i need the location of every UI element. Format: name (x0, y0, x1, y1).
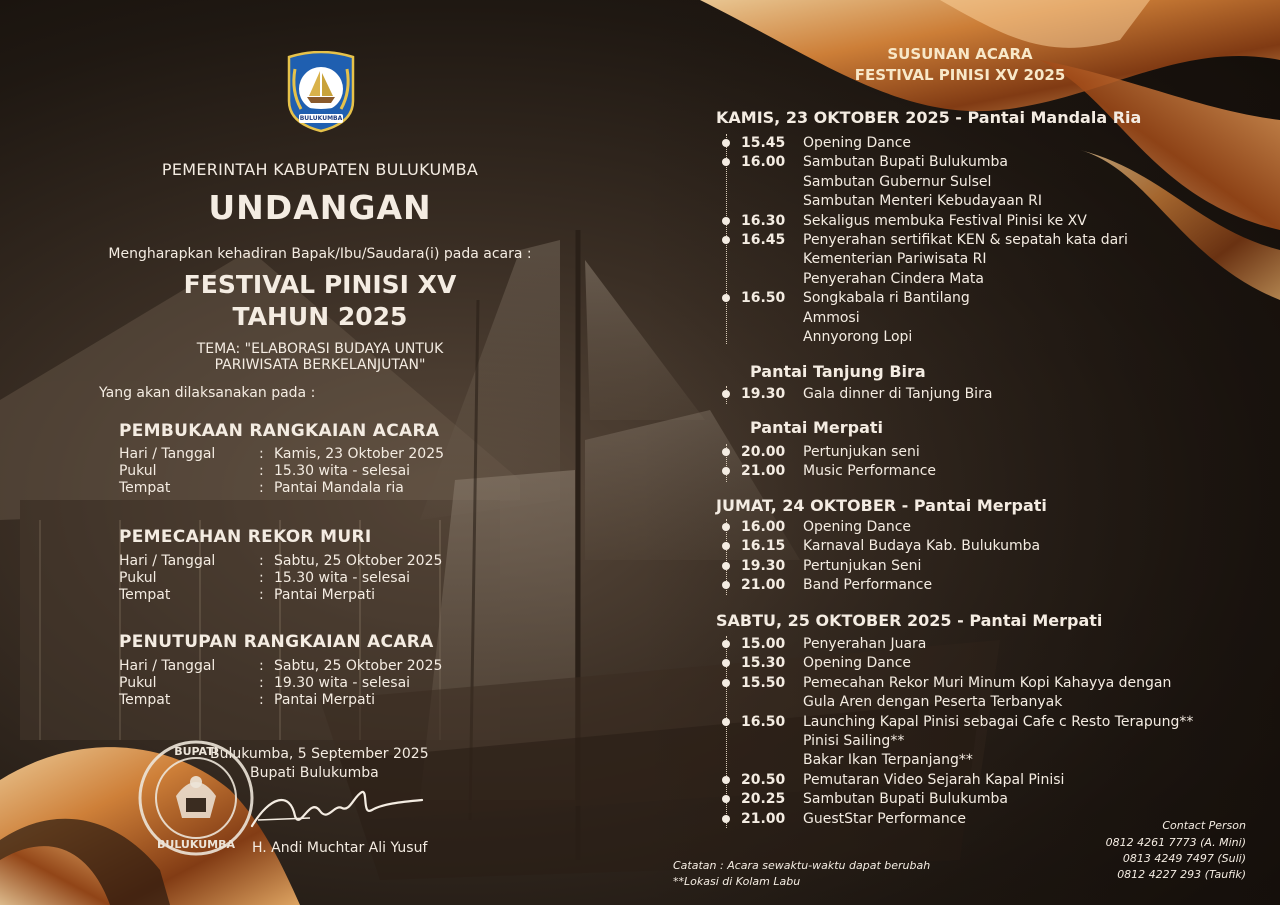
schedule-description: Songkabala ri Bantilang (803, 290, 970, 307)
schedule-description: Pertunjukan seni (803, 444, 920, 460)
timeline-dot-icon (722, 158, 730, 166)
timeline-dot-icon (722, 236, 730, 244)
schedule-title: SUSUNAN ACARA (887, 45, 1033, 63)
schedule-time: 16.00 (741, 154, 786, 171)
held-on-label: Yang akan dilaksanakan pada : (99, 385, 316, 401)
schedule-time: 15.50 (741, 674, 786, 691)
timeline-dot-icon (722, 581, 730, 589)
schedule-description: Opening Dance (803, 655, 912, 672)
schedule-description: Pertunjukan Seni (803, 557, 922, 574)
schedule-description: Sambutan Bupati Bulukumba (803, 154, 1008, 171)
timeline-dot-icon (722, 640, 730, 648)
schedule-item (722, 310, 860, 326)
schedule-time: 20.00 (741, 444, 786, 460)
schedule-description: Pemutaran Video Sejarah Kapal Pinisi (803, 771, 1065, 788)
schedule-description: Penyerahan sertifikat KEN & sepatah kata dari (803, 232, 1128, 248)
schedule-time: 16.45 (741, 232, 786, 248)
schedule-description: GuestStar Performance (803, 810, 966, 827)
schedule-time: 20.50 (741, 771, 786, 788)
schedule-description: Gala dinner di Tanjung Bira (803, 386, 993, 402)
day2-heading: JUMAT, 24 OKTOBER - Pantai Merpati (716, 496, 1047, 515)
schedule-item (722, 714, 1193, 730)
schedule-item (722, 733, 904, 749)
schedule-item (722, 174, 991, 190)
schedule-description: Sekaligus membuka Festival Pinisi ke XV (803, 212, 1087, 229)
schedule-item (722, 577, 932, 593)
schedule-time: 15.30 (741, 655, 786, 672)
contact-line-1: 0812 4261 7773 (A. Mini) (1105, 836, 1246, 849)
schedule-description: Opening Dance (803, 135, 912, 151)
schedule-item (722, 232, 1128, 248)
timeline-dot-icon (722, 294, 730, 302)
stamp-bottom-text: BULUKUMBA (157, 838, 235, 851)
schedule-item (722, 271, 984, 287)
schedule-time: 16.15 (741, 538, 786, 555)
session-muri-time-row: Pukul : 15.30 wita - selesai (119, 570, 411, 586)
schedule-item (722, 386, 992, 402)
schedule-item (722, 444, 920, 460)
session-closing-place-row: Tempat : Pantai Merpati (119, 692, 375, 708)
schedule-time: 19.30 (741, 557, 786, 574)
timeline-dot-icon (722, 523, 730, 531)
schedule-description: Ammosi (803, 309, 860, 326)
schedule-description: Sambutan Gubernur Sulsel (803, 173, 992, 190)
schedule-item (722, 251, 987, 267)
session-opening-place-row: Tempat : Pantai Mandala ria (119, 480, 404, 496)
session-opening-title: PEMBUKAAN RANGKAIAN ACARA (119, 421, 440, 441)
session-opening-time-row: Pukul : 15.30 wita - selesai (119, 463, 411, 479)
schedule-time: 16.50 (741, 713, 786, 730)
schedule-item (722, 329, 912, 345)
theme-line-2: PARIWISATA BERKELANJUTAN" (214, 357, 426, 373)
timeline-dot-icon (722, 795, 730, 803)
session-muri-title: PEMECAHAN REKOR MURI (119, 527, 372, 547)
schedule-item (722, 538, 1040, 554)
schedule-item (722, 694, 1062, 710)
schedule-item (722, 193, 1042, 209)
stamp-top-text: BUPATI (174, 745, 218, 758)
schedule-description: Karnaval Budaya Kab. Bulukumba (803, 538, 1041, 555)
schedule-time: 21.00 (741, 577, 786, 594)
timeline-dot-icon (722, 217, 730, 225)
schedule-item (722, 636, 926, 652)
schedule-time: 15.00 (741, 636, 786, 652)
schedule-description: Music Performance (803, 463, 936, 480)
signature-place-date: Bulukumba, 5 September 2025 (210, 746, 429, 762)
schedule-item (722, 811, 966, 827)
session-opening-date-row: Hari / Tanggal : Kamis, 23 Oktober 2025 (119, 446, 445, 462)
schedule-description: Penyerahan Cindera Mata (803, 270, 984, 287)
contact-title: Contact Person (1162, 819, 1246, 832)
handwritten-signature (250, 786, 425, 836)
schedule-item (722, 519, 911, 535)
note-line-1: Catatan : Acara sewaktu-waktu dapat berubah (673, 859, 931, 872)
note-line-2: **Lokasi di Kolam Labu (673, 875, 801, 888)
schedule-time: 19.30 (741, 386, 786, 402)
day3-heading: SABTU, 25 OKTOBER 2025 - Pantai Merpati (716, 611, 1103, 630)
schedule-time: 16.30 (741, 212, 786, 229)
schedule-description: Launching Kapal Pinisi sebagai Cafe c Resto Terapung** (803, 713, 1194, 730)
schedule-item (722, 463, 936, 479)
session-closing-date-row: Hari / Tanggal : Sabtu, 25 Oktober 2025 (119, 658, 443, 674)
schedule-time: 16.50 (741, 290, 786, 307)
event-name: FESTIVAL PINISI XV (183, 270, 457, 299)
schedule-item (722, 675, 1171, 691)
schedule-description: Kementerian Pariwisata RI (803, 251, 987, 268)
schedule-description: Pinisi Sailing** (803, 733, 905, 749)
schedule-description: Sambutan Menteri Kebudayaan RI (803, 193, 1042, 210)
signature-position: Bupati Bulukumba (250, 765, 379, 781)
event-year: TAHUN 2025 (232, 302, 408, 331)
session-muri-date-row: Hari / Tanggal : Sabtu, 25 Oktober 2025 (119, 553, 443, 569)
day1-heading: KAMIS, 23 OKTOBER 2025 - Pantai Mandala Ria (716, 108, 1142, 127)
signer-name: H. Andi Muchtar Ali Yusuf (252, 840, 428, 856)
schedule-description: Opening Dance (803, 519, 912, 535)
timeline-dot-icon (722, 467, 730, 475)
schedule-description: Gula Aren dengan Peserta Terbanyak (803, 694, 1063, 711)
schedule-item (722, 290, 970, 306)
schedule-item (722, 154, 1008, 170)
merpati-heading: Pantai Merpati (750, 418, 884, 437)
schedule-item (722, 791, 1008, 807)
schedule-item (722, 655, 911, 671)
logo-text: BULUKUMBA (299, 115, 343, 122)
contact-line-3: 0812 4227 293 (Taufik) (1117, 868, 1246, 881)
government-name: PEMERINTAH KABUPATEN BULUKUMBA (161, 160, 479, 179)
timeline-dot-icon (722, 815, 730, 823)
official-stamp (136, 738, 256, 858)
schedule-description: Annyorong Lopi (803, 329, 913, 345)
schedule-item (722, 752, 973, 768)
schedule-item (722, 135, 911, 151)
page-title: UNDANGAN (208, 188, 432, 227)
schedule-time: 16.00 (741, 519, 786, 535)
schedule-subtitle: FESTIVAL PINISI XV 2025 (854, 66, 1066, 84)
session-closing-title: PENUTUPAN RANGKAIAN ACARA (119, 632, 434, 652)
theme-line-1: TEMA: "ELABORASI BUDAYA UNTUK (196, 341, 444, 357)
schedule-time: 15.45 (741, 135, 786, 151)
timeline-dot-icon (722, 718, 730, 726)
contact-line-2: 0813 4249 7497 (Suli) (1122, 852, 1246, 865)
schedule-time: 21.00 (741, 810, 786, 827)
session-muri-place-row: Tempat : Pantai Merpati (119, 587, 375, 603)
tanjung-bira-heading: Pantai Tanjung Bira (750, 362, 926, 381)
schedule-description: Pemecahan Rekor Muri Minum Kopi Kahayya dengan (803, 674, 1172, 691)
session-closing-time-row: Pukul : 19.30 wita - selesai (119, 675, 411, 691)
schedule-item (722, 558, 921, 574)
timeline-dot-icon (722, 562, 730, 570)
schedule-description: Band Performance (803, 577, 933, 594)
timeline-dot-icon (722, 139, 730, 147)
timeline-dot-icon (722, 776, 730, 784)
invitation-line: Mengharapkan kehadiran Bapak/Ibu/Saudara(i) pada acara : (108, 246, 532, 262)
timeline-dot-icon (722, 390, 730, 398)
timeline-dot-icon (722, 679, 730, 687)
schedule-time: 20.25 (741, 791, 786, 808)
timeline-dot-icon (722, 542, 730, 550)
schedule-description: Sambutan Bupati Bulukumba (803, 791, 1008, 808)
schedule-item (722, 772, 1064, 788)
schedule-description: Bakar Ikan Terpanjang** (803, 752, 973, 769)
schedule-description: Penyerahan Juara (803, 636, 927, 652)
schedule-item (722, 213, 1087, 229)
timeline-dot-icon (722, 659, 730, 667)
timeline-dot-icon (722, 448, 730, 456)
regency-logo (285, 51, 357, 133)
schedule-time: 21.00 (741, 463, 786, 480)
